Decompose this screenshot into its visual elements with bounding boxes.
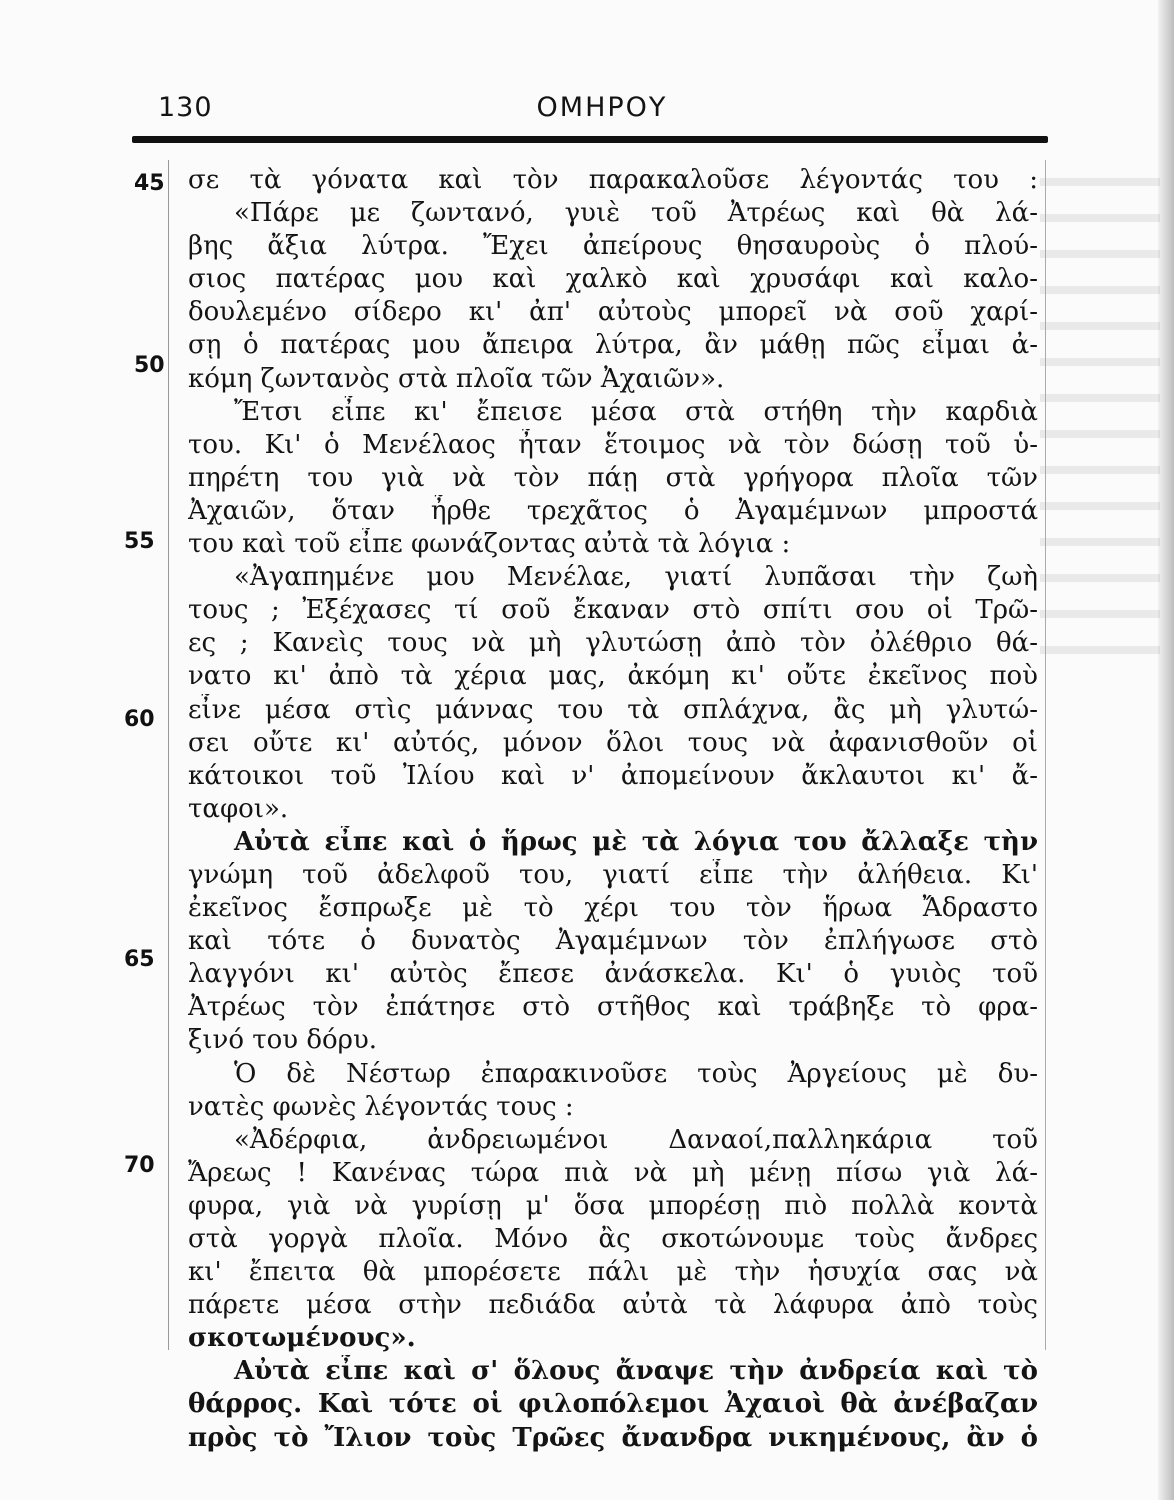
show-through-text [1040,150,1160,670]
page-number: 130 [158,92,213,123]
verse-number-60: 60 [124,707,155,732]
text-line: στὰ γοργὰ πλοῖα. Μόνο ἂς σκοτώνουμε τοὺς ἄνδρες [188,1224,1038,1254]
text-line: τους ; Ἐξέχασες τί σοῦ ἔκαναν στὸ σπίτι σου οἱ Τρῶ- [188,595,1038,626]
text-line: «Πάρε με ζωντανό, γυιὲ τοῦ Ἀτρέως καὶ θὰ λά- [234,198,1038,229]
text-line: του. Κι' ὁ Μενέλαος ἦταν ἕτοιμος νὰ τὸν δώσῃ τοῦ ὑ- [188,429,1038,460]
verse-number-50: 50 [134,353,165,378]
verse-number-55: 55 [124,529,155,554]
body-text [188,164,1038,1455]
text-line: σει οὔτε κι' αὐτός, μόνον ὅλοι τους νὰ ἀφανισθοῦν οἱ [188,727,1038,758]
text-line: ξινό του δόρυ. [188,1025,378,1056]
header-rule [132,136,1048,143]
text-line: καὶ τότε ὁ δυνατὸς Ἀγαμέμνων τὸν ἐπλήγωσε στὸ [188,926,1038,957]
text-line: κάτοικοι τοῦ Ἰλίου καὶ ν' ἀπομείνουν ἄκλαυτοι κι' ἄ- [188,760,1038,791]
text-line: κόμη ζωντανὸς στὰ πλοῖα τῶν Ἀχαιῶν». [188,363,725,394]
text-line: πάρετε μέσα στὴν πεδιάδα αὐτὰ τὰ λάφυρα ἀπὸ τοὺς [188,1290,1038,1321]
text-line: νατὲς φωνὲς λέγοντάς τους : [188,1091,574,1122]
text-line: του καὶ τοῦ εἶπε φωνάζοντας αὐτὰ τὰ λόγια : [188,529,791,560]
text-line: σε τὰ γόνατα καὶ τὸν παρακαλοῦσε λέγοντάς του : [188,165,1038,195]
text-line: Ἔτσι εἶπε κι' ἔπεισε μέσα στὰ στήθη τὴν καρδιὰ [234,396,1038,427]
text-line: «Ἀδέρφια, ἀνδρειωμένοι Δαναοί,παλληκάρια τοῦ [234,1124,1038,1155]
text-line: ἐκεῖνος ἔσπρωξε μὲ τὸ χέρι του τὸν ἥρωα Ἄδραστο [188,893,1038,924]
text-line: βης ἄξια λύτρα. Ἔχει ἀπείρους θησαυροὺς ὁ πλού- [188,231,1038,262]
text-line: θάρρος. Καὶ τότε οἱ φιλοπόλεμοι Ἀχαιοὶ θὰ ἀνέβαζαν [188,1389,1038,1420]
text-line: ταφοι». [188,793,289,824]
text-line: σιος πατέρας μου καὶ χαλκὸ καὶ χρυσάφι καὶ καλο- [188,264,1038,295]
text-line: σκοτωμένους». [188,1323,416,1354]
text-line: Ὁ δὲ Νέστωρ ἐπαρακινοῦσε τοὺς Ἀργείους μὲ δυ- [234,1058,1038,1089]
text-line: πηρέτη του γιὰ νὰ τὸν πάῃ στὰ γρήγορα πλοῖα τῶν [188,462,1038,493]
text-line: γνώμη τοῦ ἀδελφοῦ του, γιατί εἶπε τὴν ἀλήθεια. Κι' [188,859,1038,890]
verse-number-45: 45 [134,171,165,196]
text-line: εἶνε μέσα στὶς μάννας του τὰ σπλάχνα, ἂς μὴ γλυτώ- [188,694,1038,725]
text-line: Ἀχαιῶν, ὅταν ἦρθε τρεχᾶτος ὁ Ἀγαμέμνων μπροστά [188,495,1038,526]
text-line: σῃ ὁ πατέρας μου ἄπειρα λύτρα, ἂν μάθῃ πῶς εἶμαι ἀ- [188,330,1038,361]
verse-number-65: 65 [124,947,155,972]
page-edge-shadow [1158,0,1174,1500]
text-line: «Ἀγαπημένε μου Μενέλαε, γιατί λυπᾶσαι τὴν ζωὴ [234,562,1038,593]
text-line: κι' ἔπειτα θὰ μπορέσετε πάλι μὲ τὴν ἡσυχία σας νὰ [188,1257,1038,1288]
running-head: ΟΜΗΡΟΥ [536,92,668,123]
text-line: Αὐτὰ εἶπε καὶ σ' ὅλους ἄναψε τὴν ἀνδρεία καὶ τὸ [234,1356,1038,1387]
text-line: Ἄρεως ! Κανένας τώρα πιὰ νὰ μὴ μένῃ πίσω γιὰ λά- [188,1157,1038,1188]
text-line: δουλεμένο σίδερο κι' ἀπ' αὐτοὺς μπορεῖ νὰ σοῦ χαρί- [188,297,1038,328]
text-line: Αὐτὰ εἶπε καὶ ὁ ἥρως μὲ τὰ λόγια του ἄλλαξε τὴν [234,826,1038,857]
text-line: νατο κι' ἀπὸ τὰ χέρια μας, ἀκόμη κι' οὔτε ἐκεῖνος ποὺ [188,661,1038,692]
text-line: ες ; Κανεὶς τους νὰ μὴ γλυτώσῃ ἀπὸ τὸν ὀλέθριο θά- [188,628,1038,659]
text-line: Ἀτρέως τὸν ἐπάτησε στὸ στῆθος καὶ τράβηξε τὸ φρα- [188,992,1038,1023]
page-header [152,92,1044,132]
text-line: φυρα, γιὰ νὰ γυρίσῃ μ' ὅσα μπορέσῃ πιὸ πολλὰ κοντὰ [188,1190,1038,1221]
verse-number-70: 70 [124,1153,155,1178]
text-line: λαγγόνι κι' αὐτὸς ἔπεσε ἀνάσκελα. Κι' ὁ γυιὸς τοῦ [188,959,1038,990]
text-line: πρὸς τὸ Ἴλιον τοὺς Τρῶες ἄνανδρα νικημένους, ἂν ὁ [188,1422,1038,1453]
